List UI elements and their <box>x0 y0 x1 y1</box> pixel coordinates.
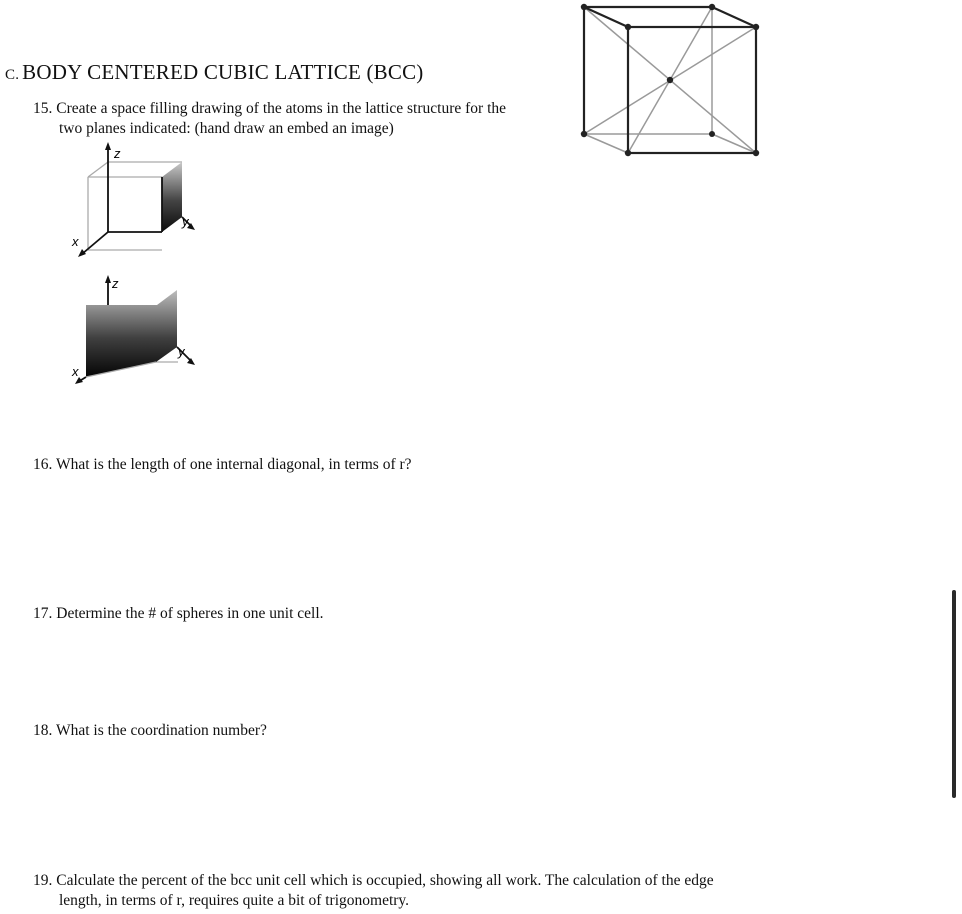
x-axis-label: x <box>72 364 79 379</box>
y-axis-label: y <box>178 344 185 359</box>
z-axis-label: z <box>114 146 121 161</box>
question-text-line2: length, in terms of r, requires quite a bit of trigonometry. <box>59 892 410 909</box>
question-text-line1: What is the coordination number? <box>55 722 267 739</box>
question-text-line1: Create a space filling drawing of the atoms in the lattice structure for the <box>56 100 507 117</box>
question-15 <box>33 99 506 139</box>
question-text-line1: Calculate the percent of the bcc unit cell which is occupied, showing all work. The calculation of the edge <box>56 872 714 889</box>
question-text-line2: two planes indicated: (hand draw an embed an image) <box>59 120 394 137</box>
plane-figure-1 <box>66 140 206 265</box>
question-19 <box>33 871 714 911</box>
section-heading <box>5 60 423 85</box>
question-16 <box>33 455 412 475</box>
section-prefix: C. <box>5 67 20 83</box>
question-17 <box>33 604 324 624</box>
shaded-plane <box>86 290 177 377</box>
question-number: 18. <box>33 722 53 739</box>
question-number: 15. <box>33 100 53 117</box>
vertical-scrollbar[interactable] <box>952 590 956 798</box>
question-text-line1: Determine the # of spheres in one unit cell. <box>56 605 324 622</box>
plane-figure-2 <box>66 272 206 397</box>
question-text-line1: What is the length of one internal diagonal, in terms of r? <box>55 456 412 473</box>
bcc-lattice-diagram <box>572 0 772 165</box>
question-number: 17. <box>33 605 53 622</box>
question-number: 19. <box>33 872 53 889</box>
shaded-plane <box>162 162 182 232</box>
section-title: BODY CENTERED CUBIC LATTICE (BCC) <box>22 60 424 84</box>
y-axis-label: y <box>182 214 189 229</box>
question-18 <box>33 721 267 741</box>
z-axis-label: z <box>112 276 119 291</box>
question-number: 16. <box>33 456 53 473</box>
x-axis-label: x <box>72 234 79 249</box>
